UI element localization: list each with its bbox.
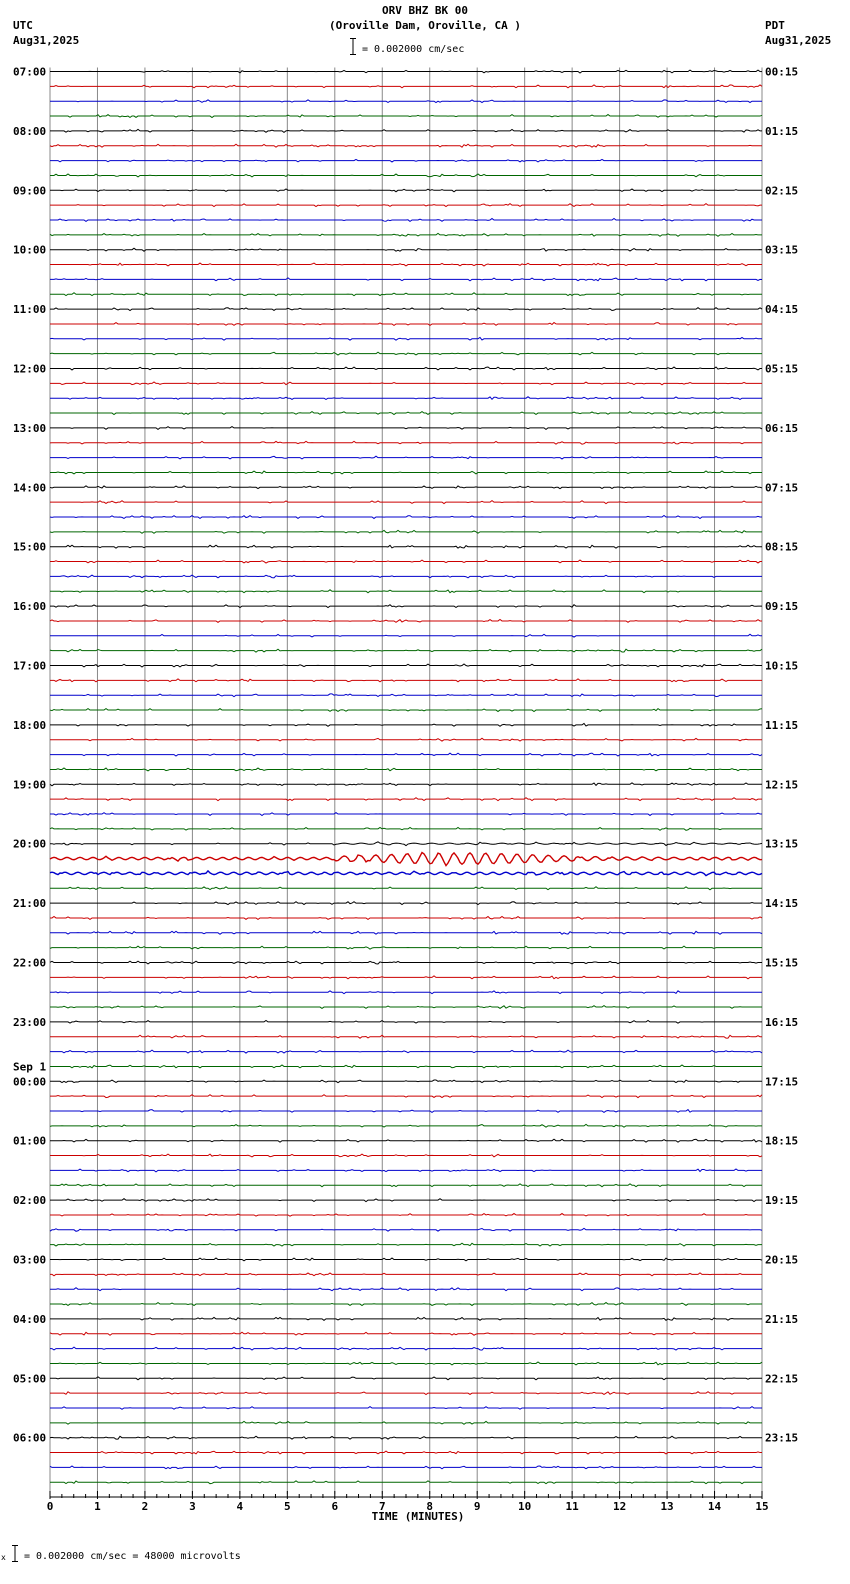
left-hour-label: 16:00 [13, 600, 47, 614]
trace-35 [50, 590, 762, 593]
trace-1 [50, 85, 762, 88]
trace-91 [50, 1421, 762, 1424]
x-tick-label: 12 [612, 1500, 627, 1513]
trace-54 [50, 871, 762, 876]
trace-21 [50, 382, 762, 385]
x-tick-label: 5 [284, 1500, 291, 1513]
x-tick-label: 1 [94, 1500, 101, 1513]
trace-45 [50, 738, 762, 741]
trace-81 [50, 1273, 762, 1276]
trace-19 [50, 352, 762, 355]
right-hour-label: 22:15 [765, 1372, 799, 1386]
right-hour-label: 10:15 [765, 659, 799, 673]
trace-93 [50, 1451, 762, 1454]
trace-40 [50, 664, 762, 667]
trace-24 [50, 427, 762, 430]
trace-60 [50, 961, 762, 964]
trace-26 [50, 456, 762, 459]
trace-56 [50, 902, 762, 905]
right-hour-label: 18:15 [765, 1134, 799, 1148]
trace-90 [50, 1407, 762, 1410]
right-hour-label: 21:15 [765, 1312, 799, 1326]
trace-37 [50, 620, 762, 623]
date-change-label: Sep 1 [13, 1060, 47, 1074]
trace-43 [50, 709, 762, 712]
trace-75 [50, 1184, 762, 1187]
trace-72 [50, 1139, 762, 1142]
left-hour-label: 23:00 [13, 1015, 47, 1029]
x-tick-label: 2 [141, 1500, 149, 1513]
right-hour-label: 09:15 [765, 600, 799, 614]
trace-59 [50, 946, 762, 949]
trace-71 [50, 1124, 762, 1127]
x-tick-label: 4 [236, 1500, 244, 1513]
left-hour-label: 05:00 [13, 1372, 47, 1386]
trace-77 [50, 1214, 762, 1217]
left-hour-label: 01:00 [13, 1134, 47, 1148]
trace-49 [50, 798, 762, 801]
right-hour-label: 00:15 [765, 65, 799, 79]
trace-6 [50, 159, 762, 162]
trace-61 [50, 976, 762, 979]
trace-2 [50, 100, 762, 103]
right-hour-label: 05:15 [765, 362, 799, 376]
right-hour-label: 04:15 [765, 303, 799, 317]
trace-66 [50, 1050, 762, 1053]
left-hour-label: 04:00 [13, 1312, 47, 1326]
trace-28 [50, 486, 762, 489]
trace-58 [50, 931, 762, 934]
trace-15 [50, 293, 762, 296]
right-hour-label: 13:15 [765, 837, 799, 851]
right-date: Aug31,2025 [765, 34, 832, 47]
trace-36 [50, 605, 762, 608]
trace-94 [50, 1466, 762, 1469]
trace-17 [50, 323, 762, 326]
x-tick-label: 15 [755, 1500, 769, 1513]
trace-32 [50, 545, 762, 548]
trace-30 [50, 516, 762, 519]
trace-0 [50, 70, 762, 73]
x-tick-label: 14 [707, 1500, 722, 1513]
right-hour-label: 02:15 [765, 184, 799, 198]
trace-39 [50, 649, 762, 652]
x-tick-label: 0 [46, 1500, 54, 1513]
trace-38 [50, 634, 762, 637]
trace-9 [50, 204, 762, 207]
trace-82 [50, 1288, 762, 1291]
right-hour-label: 16:15 [765, 1015, 799, 1029]
right-hour-label: 03:15 [765, 243, 799, 257]
trace-27 [50, 471, 762, 474]
left-hour-label: 13:00 [13, 421, 47, 435]
x-tick-label: 6 [331, 1500, 339, 1513]
left-hour-label: 18:00 [13, 718, 47, 732]
x-tick-label: 11 [565, 1500, 579, 1513]
trace-16 [50, 308, 762, 311]
trace-4 [50, 129, 762, 132]
trace-73 [50, 1154, 762, 1157]
trace-70 [50, 1110, 762, 1113]
trace-14 [50, 278, 762, 281]
trace-46 [50, 753, 762, 756]
left-timezone: UTC [13, 19, 33, 32]
right-hour-label: 07:15 [765, 481, 799, 495]
trace-10 [50, 219, 762, 222]
left-hour-label: 10:00 [13, 243, 47, 257]
left-hour-label: 00:00 [13, 1075, 47, 1089]
trace-55 [50, 887, 762, 890]
right-hour-label: 23:15 [765, 1431, 799, 1445]
right-hour-label: 20:15 [765, 1253, 799, 1267]
trace-23 [50, 412, 762, 415]
left-hour-label: 15:00 [13, 540, 47, 554]
footer-marker: x [1, 1553, 6, 1562]
trace-80 [50, 1258, 762, 1261]
left-hour-label: 14:00 [13, 481, 47, 495]
trace-62 [50, 991, 762, 994]
x-tick-label: 8 [426, 1500, 434, 1513]
right-hour-label: 14:15 [765, 897, 799, 911]
trace-33 [50, 560, 762, 563]
trace-8 [50, 189, 762, 192]
x-tick-label: 13 [660, 1500, 674, 1513]
trace-79 [50, 1243, 762, 1246]
trace-67 [50, 1065, 762, 1068]
trace-41 [50, 679, 762, 682]
trace-83 [50, 1303, 762, 1306]
left-date: Aug31,2025 [13, 34, 80, 47]
right-hour-label: 15:15 [765, 956, 799, 970]
trace-50 [50, 813, 762, 816]
left-hour-label: 03:00 [13, 1253, 47, 1267]
trace-47 [50, 768, 762, 771]
trace-65 [50, 1035, 762, 1038]
left-hour-label: 06:00 [13, 1431, 47, 1445]
trace-76 [50, 1199, 762, 1202]
footer-scale-bar-icon [12, 1545, 18, 1562]
trace-85 [50, 1332, 762, 1335]
right-hour-label: 19:15 [765, 1194, 799, 1208]
trace-63 [50, 1006, 762, 1009]
right-hour-label: 06:15 [765, 421, 799, 435]
x-axis-label: TIME (MINUTES) [371, 1510, 465, 1523]
trace-88 [50, 1377, 762, 1380]
trace-5 [50, 144, 762, 147]
right-timezone: PDT [765, 19, 785, 32]
trace-12 [50, 248, 762, 251]
left-hour-label: 11:00 [13, 303, 47, 317]
left-hour-label: 17:00 [13, 659, 47, 673]
trace-11 [50, 233, 762, 236]
trace-87 [50, 1362, 762, 1365]
trace-69 [50, 1095, 762, 1098]
traces [50, 70, 762, 1484]
right-hour-label: 11:15 [765, 718, 799, 732]
trace-18 [50, 337, 762, 340]
scale-label: = 0.002000 cm/sec [362, 44, 465, 55]
trace-92 [50, 1436, 762, 1439]
trace-31 [50, 530, 762, 533]
minute-grid [50, 68, 762, 1495]
trace-64 [50, 1020, 762, 1023]
trace-42 [50, 694, 762, 697]
left-hour-label: 19:00 [13, 778, 47, 792]
trace-3 [50, 115, 762, 118]
left-hour-label: 20:00 [13, 837, 47, 851]
trace-78 [50, 1228, 762, 1231]
trace-22 [50, 397, 762, 400]
trace-48 [50, 783, 762, 786]
chart-title: ORV BHZ BK 00 [381, 4, 469, 17]
right-hour-label: 17:15 [765, 1075, 799, 1089]
left-hour-label: 21:00 [13, 897, 47, 911]
left-hour-label: 09:00 [13, 184, 47, 198]
trace-53 [50, 853, 762, 866]
trace-74 [50, 1169, 762, 1172]
trace-25 [50, 441, 762, 444]
x-tick-label: 10 [518, 1500, 532, 1513]
x-tick-label: 3 [189, 1500, 196, 1513]
trace-95 [50, 1481, 762, 1484]
footer-scale-note: = 0.002000 cm/sec = 48000 microvolts [24, 1551, 241, 1562]
right-hour-label: 08:15 [765, 540, 799, 554]
trace-52 [50, 842, 762, 846]
trace-57 [50, 916, 762, 919]
trace-29 [50, 501, 762, 504]
trace-20 [50, 367, 762, 370]
trace-34 [50, 575, 762, 578]
left-hour-label: 12:00 [13, 362, 47, 376]
trace-89 [50, 1392, 762, 1395]
trace-13 [50, 263, 762, 266]
right-hour-label: 12:15 [765, 778, 799, 792]
right-hour-label: 01:15 [765, 124, 799, 138]
left-hour-label: 02:00 [13, 1194, 47, 1208]
x-tick-label: 7 [378, 1500, 386, 1513]
left-hour-label: 07:00 [13, 65, 47, 79]
left-hour-label: 22:00 [13, 956, 47, 970]
x-tick-label: 9 [473, 1500, 481, 1513]
trace-86 [50, 1347, 762, 1350]
trace-7 [50, 174, 762, 177]
x-axis [47, 1491, 769, 1523]
trace-51 [50, 827, 762, 830]
trace-68 [50, 1080, 762, 1083]
trace-44 [50, 723, 762, 726]
left-hour-label: 08:00 [13, 124, 47, 138]
trace-84 [50, 1317, 762, 1320]
chart-subtitle: (Oroville Dam, Oroville, CA ) [328, 19, 522, 32]
